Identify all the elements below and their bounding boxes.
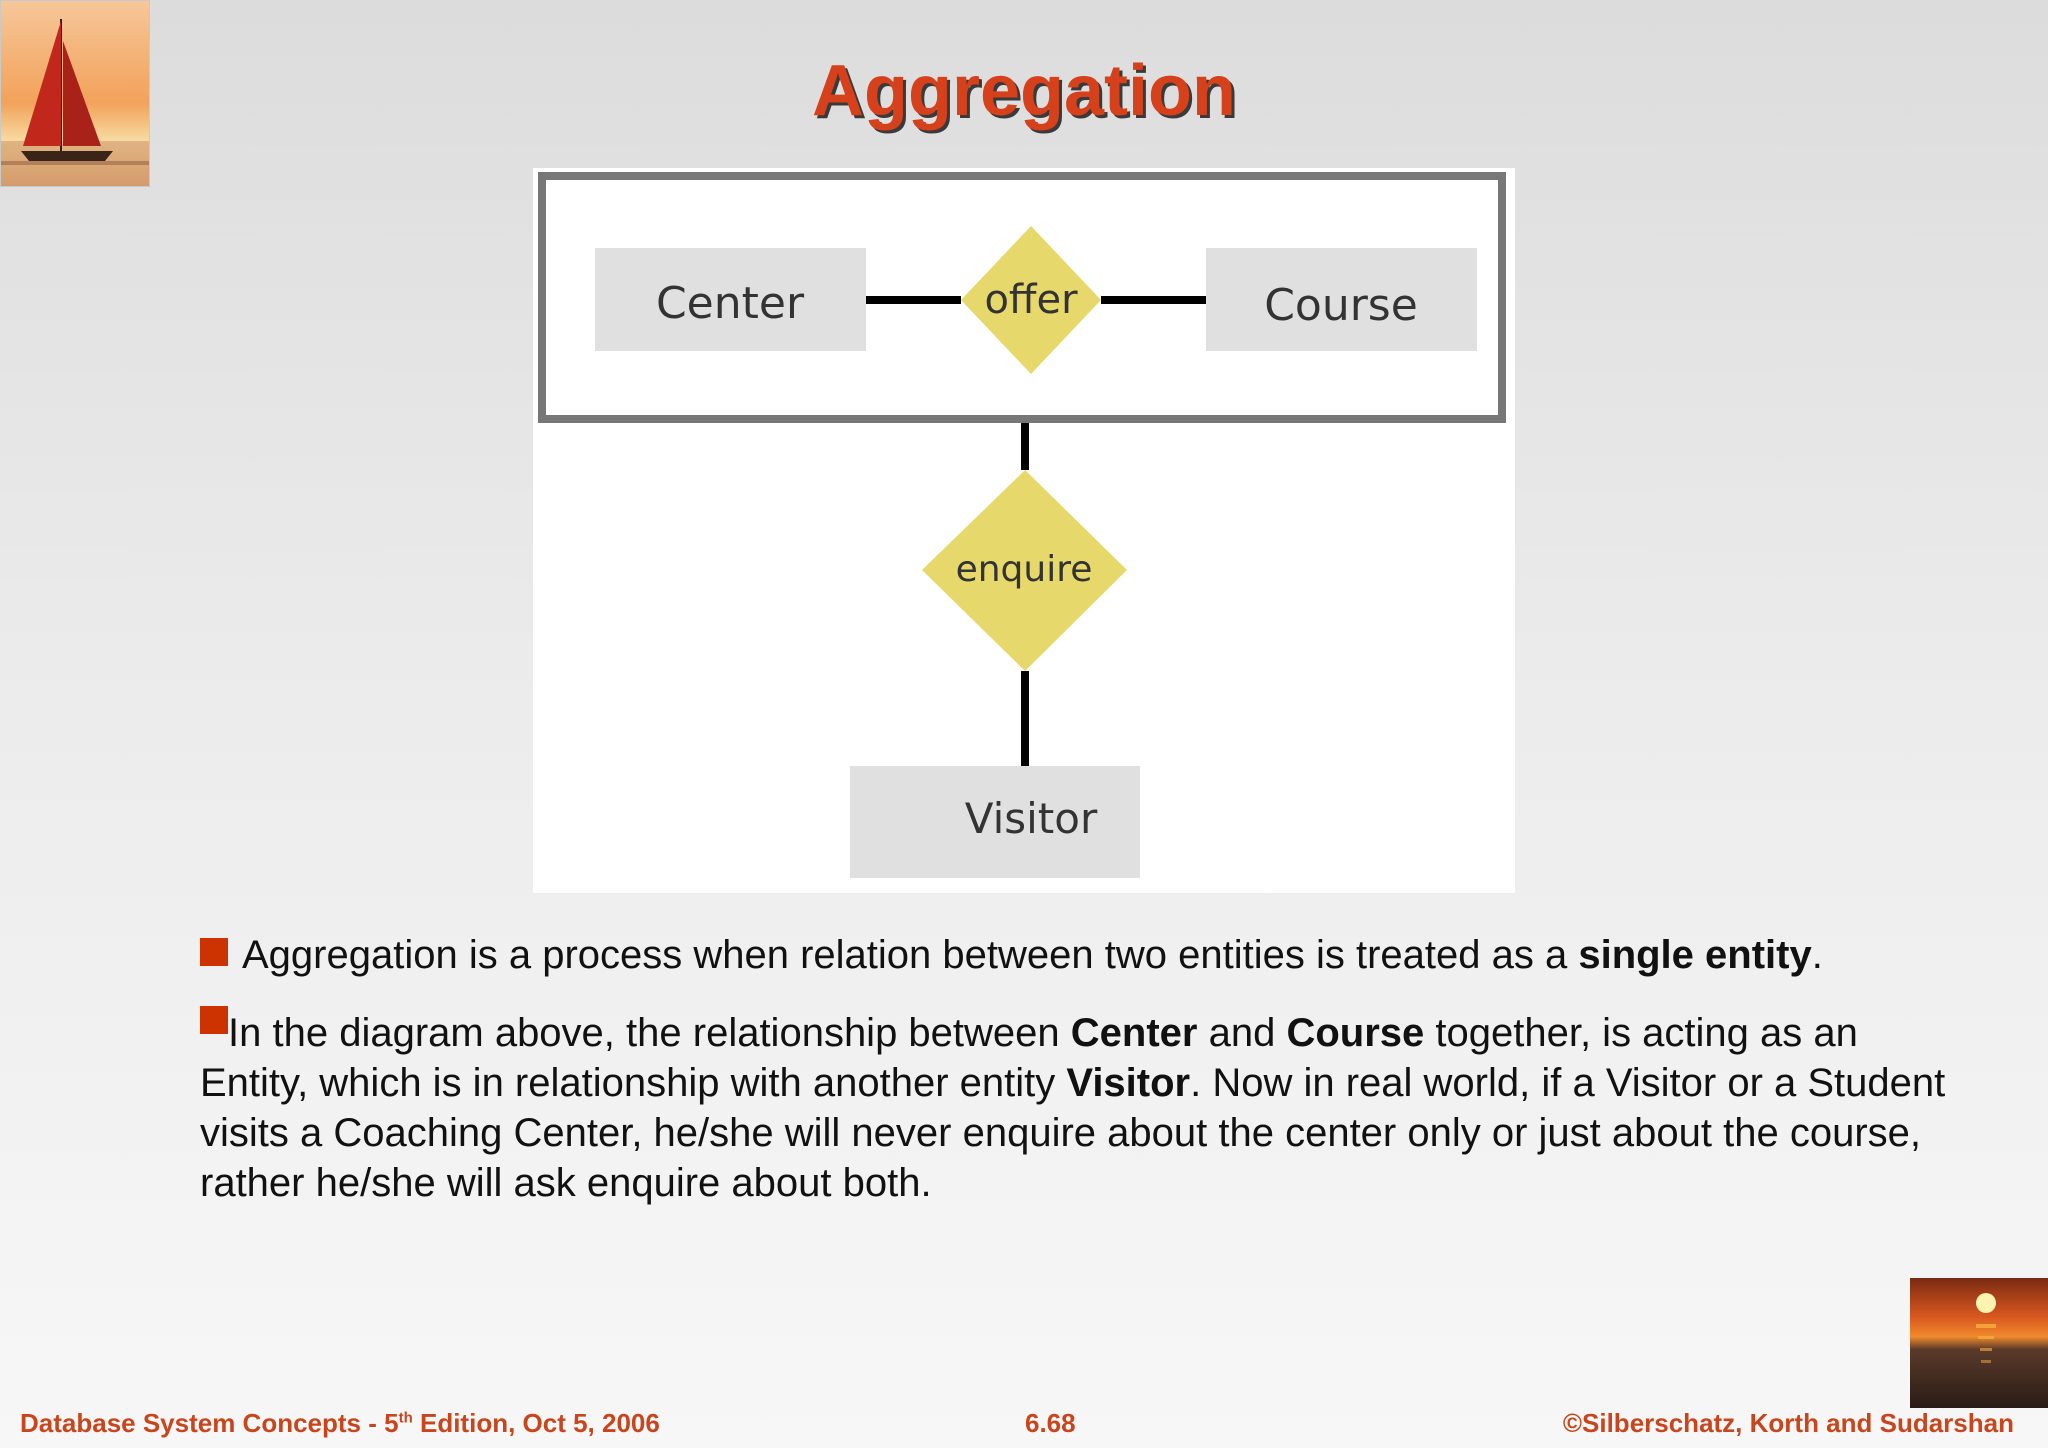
bullet-square-icon (200, 938, 228, 966)
slide-title: Aggregation (812, 51, 1236, 131)
footer-left-suffix: Edition, Oct 5, 2006 (412, 1408, 660, 1438)
bullet-2-visitor: Visitor (1066, 1061, 1191, 1105)
entity-center-label: Center (655, 278, 805, 329)
entity-visitor-label: Visitor (964, 794, 1098, 843)
bullet-square-icon (200, 1006, 228, 1034)
er-diagram (533, 168, 1515, 893)
entity-center (595, 248, 866, 351)
bullet-item-1 (200, 930, 1950, 980)
relationship-enquire-label: enquire (955, 549, 1093, 590)
footer-page-number: 6.68 (1025, 1408, 1076, 1438)
bullet-2-text-2: and (1197, 1011, 1287, 1055)
bullet-1-bold: single entity (1578, 933, 1812, 977)
entity-course-label: Course (1264, 280, 1418, 331)
footer-copyright: ©Silberschatz, Korth and Sudarshan (1562, 1408, 2014, 1438)
relationship-offer-label: offer (984, 277, 1078, 323)
bullet-2-text-3: together, is acting as an Entity, which is in relationship with another entity (200, 1011, 1858, 1105)
bullet-2-center: Center (1070, 1011, 1198, 1055)
bullet-2-text-1: In the diagram above, the relationship between (228, 1011, 1071, 1055)
bullet-2-text-4: . Now in real world, if a Visitor or a Student visits a Coaching Center, he/she will never enquire about the center only or just about the course, rather he/she will ask enquire about both. (200, 1061, 1946, 1205)
sunset-logo (1910, 1278, 2048, 1408)
entity-visitor (850, 766, 1140, 878)
slide-footer (0, 1408, 2048, 1442)
bullet-1-text: Aggregation is a process when relation between two entities is treated as a (242, 933, 1579, 977)
footer-left-prefix: Database System Concepts - 5 (20, 1408, 399, 1438)
bullet-list (200, 930, 1950, 1208)
relationship-enquire (922, 470, 1127, 671)
bullet-1-end: . (1811, 933, 1823, 977)
footer-book-edition (20, 1408, 660, 1439)
entity-course (1206, 248, 1477, 351)
relationship-offer (961, 226, 1101, 374)
footer-left-sup: th (398, 1409, 413, 1427)
bullet-item-2 (200, 1006, 1950, 1208)
bullet-2-course: Course (1286, 1011, 1425, 1055)
